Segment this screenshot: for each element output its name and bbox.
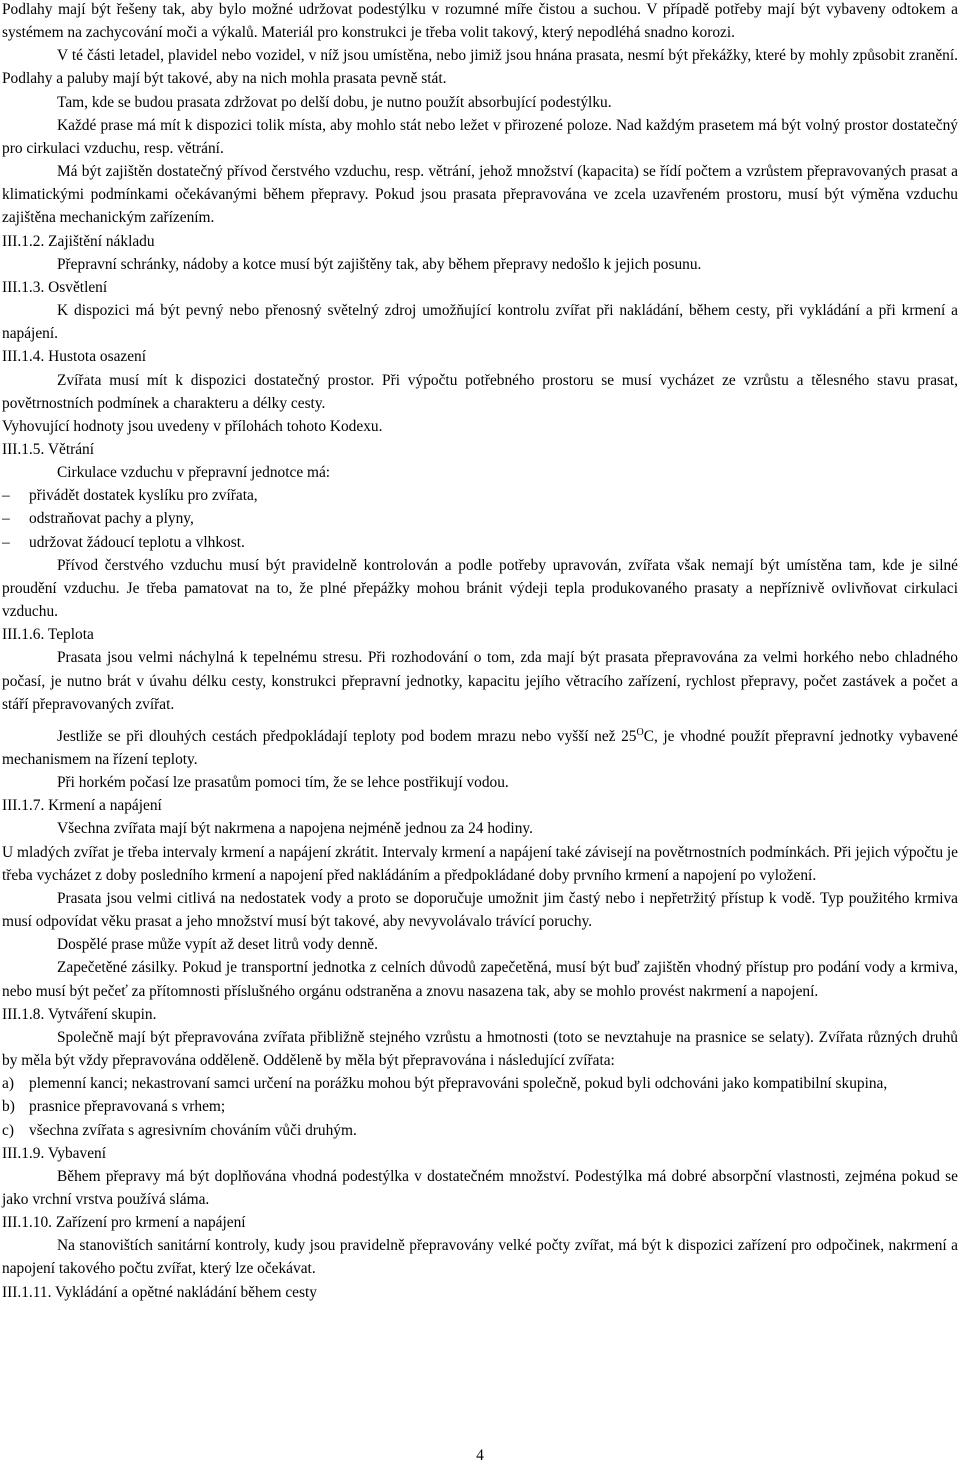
list-item-text: všechna zvířata s agresivním chováním vůči druhým. [29,1121,357,1139]
paragraph: Podlahy mají být řešeny tak, aby bylo možné udržovat podestýlku v rozumné míře čistou a suchou. V případě potřeby mají být vybaveny odtokem a systémem na zachycování moči a výkalů. Materiál pro konstrukci je třeba volit takový, který nepodléhá snadno korozi. [2,1,958,42]
degree-superscript: O [636,726,644,738]
dash-list-item [2,484,958,507]
dash-list-item [2,507,958,530]
paragraph: Prasata jsou velmi citlivá na nedostatek vody a proto se doporučuje umožnit jim častý nebo i nepřetržitý přístup k vodě. Typ použitého krmiva musí odpovídat věku prasat a jeho množství musí být takové, aby nevyvolávalo trávící poruchy. [2,889,958,931]
dash-list-item [2,531,958,554]
section-heading: III.1.6. Teplota [2,626,94,644]
paragraph: Zapečetěné zásilky. Pokud je transportní jednotka z celních důvodů zapečetěná, musí být buď zajištěn vhodný přístup pro podání vody a krmiva, nebo musí být pečeť za přítomnosti příslušného orgánu odstraněna a znovu nasazena tak, aby se mohlo provést nakrmení a napojení. [2,959,958,1000]
section-heading: III.1.8. Vytváření skupin. [2,1005,157,1023]
list-marker: c) [2,1121,14,1139]
list-item-text: plemenní kanci; nekastrovaní samci určení na porážku mohou být přepravováni společně, pokud byli odchováni jako kompatibilní skupina, [29,1075,888,1093]
section-heading: III.1.7. Krmení a napájení [2,797,162,815]
dash-marker: – [2,533,10,551]
dash-item-text: odstraňovat pachy a plyny, [29,510,194,528]
paragraph: V té části letadel, plavidel nebo vozidel, v níž jsou umístěna, nebo jimiž jsou hnána prasata, nesmí být překážky, které by mohly způsobit zranění. Podlahy a paluby mají být takové, aby na nich mohla prasata pevně stát. [2,47,958,88]
paragraph: Přívod čerstvého vzduchu musí být pravidelně kontrolován a podle potřeby upravován, zvířata však nemají být umístěna tam, kde je silné proudění vzduchu. Je třeba pamatovat na to, že plné přepážky mohou bránit výdeji tepla produkovaného prasaty a nepříznivě ovlivňovat cirkulaci vzduchu. [2,556,958,621]
paragraph: Cirkulace vzduchu v přepravní jednotce má: [57,464,331,482]
section-heading: III.1.4. Hustota osazení [2,348,147,366]
dash-marker: – [2,487,10,505]
paragraph: U mladých zvířat je třeba intervaly krmení a napájení zkrátit. Intervaly krmení a napájení také závisejí na povětrnostních podmínkách. Při jejich výpočtu je třeba vycházet z doby posledního krmení a napojení před nakládáním a předpokládané doby prvního krmení a napojení po vyložení. [2,843,958,884]
paragraph: Všechna zvířata mají být nakrmena a napojena nejméně jednou za 24 hodiny. [57,820,533,838]
section-heading: III.1.9. Vybavení [2,1144,107,1162]
section-heading: III.1.10. Zařízení pro krmení a napájení [2,1214,246,1232]
letter-list-item [2,1119,958,1142]
section-heading: III.1.5. Větrání [2,440,95,458]
dash-marker: – [2,510,10,528]
temperature-text-end: C, je vhodné použít přepravní jednotky vybavené mechanismem na řízení teploty. [2,727,958,768]
paragraph: Zvířata musí mít k dispozici dostatečný prostor. Při výpočtu potřebného prostoru se musí vycházet ze vzrůstu a tělesného stavu prasat, povětrnostních podmínek a charakteru a délky cesty. [2,371,958,412]
section-heading: III.1.11. Vykládání a opětné nakládání během cesty [2,1283,317,1301]
paragraph: Společně mají být přepravována zvířata přibližně stejného vzrůstu a hmotnosti (toto se nevztahuje na prasnice se selaty). Zvířata různých druhů by měla být vždy přepravována odděleně. Odděleně by měla být přepravována i následující zvířata: [2,1028,958,1070]
paragraph: Dospělé prase může vypít až deset litrů vody denně. [57,936,378,954]
page-number: 4 [476,1447,484,1464]
paragraph: Vyhovující hodnoty jsou uvedeny v přílohách tohoto Kodexu. [2,417,383,435]
paragraph: K dispozici má být pevný nebo přenosný světelný zdroj umožňující kontrolu zvířat při nakládání, během cesty, při vykládání a při krmení a napájení. [2,302,958,343]
paragraph: Má být zajištěn dostatečný přívod čerstvého vzduchu, resp. větrání, jehož množství (kapacita) se řídí počtem a vzrůstem přepravovaných prasat a klimatickými podmínkami očekávanými během přepravy. Pokud jsou prasata přepravována ve zcela uzavřeném prostoru, musí být výměna vzduchu zajištěna mechanickým zařízením. [2,163,958,227]
paragraph: Každé prase má mít k dispozici tolik místa, aby mohlo stát nebo ležet v přirozené poloze. Nad každým prasetem má být volný prostor dostatečný pro cirkulaci vzduchu, resp. větrání. [2,116,958,157]
letter-list-item [2,1095,958,1118]
letter-list-item [2,1072,958,1095]
temperature-text-start: Jestliže se při dlouhých cestách předpokládají teploty pod bodem mrazu nebo vyšší než 25 [57,727,637,745]
dash-item-text: udržovat žádoucí teplotu a vlhkost. [29,533,245,551]
list-marker: a) [2,1075,14,1093]
paragraph: Na stanovištích sanitární kontroly, kudy jsou pravidelně přepravovány velké počty zvířat, má být k dispozici zařízení pro odpočinek, nakrmení a napojení takového počtu zvířat, který lze očekávat. [2,1237,958,1278]
paragraph: Při horkém počasí lze prasatům pomoci tím, že se lehce postřikují vodou. [57,774,509,792]
list-marker: b) [2,1098,15,1116]
list-item-text: prasnice přepravovaná s vrhem; [29,1098,226,1116]
paragraph: Prasata jsou velmi náchylná k tepelnému stresu. Při rozhodování o tom, zda mají být prasata přepravována za velmi horkého nebo chladného počasí, je nutno brát v úvahu délku cesty, konstrukci přepravní jednotky, kapacitu jejího větracího zařízení, rychlost přepravy, počet zastávek a počet a stáří přepravovaných zvířat. [2,649,958,713]
section-heading: III.1.3. Osvětlení [2,278,108,296]
section-heading: III.1.2. Zajištění nákladu [2,232,155,250]
paragraph: Přepravní schránky, nádoby a kotce musí být zajištěny tak, aby během přepravy nedošlo k jejich posunu. [57,255,702,273]
paragraph: Během přepravy má být doplňována vhodná podestýlka v dostatečném množství. Podestýlka má dobré absorpční vlastnosti, zejména pokud se jako vrchní vrstva používá sláma. [2,1167,958,1208]
paragraph: Tam, kde se budou prasata zdržovat po delší dobu, je nutno použít absorbující podestýlku. [57,93,612,111]
paragraph [2,721,958,771]
dash-item-text: přivádět dostatek kyslíku pro zvířata, [29,487,258,505]
